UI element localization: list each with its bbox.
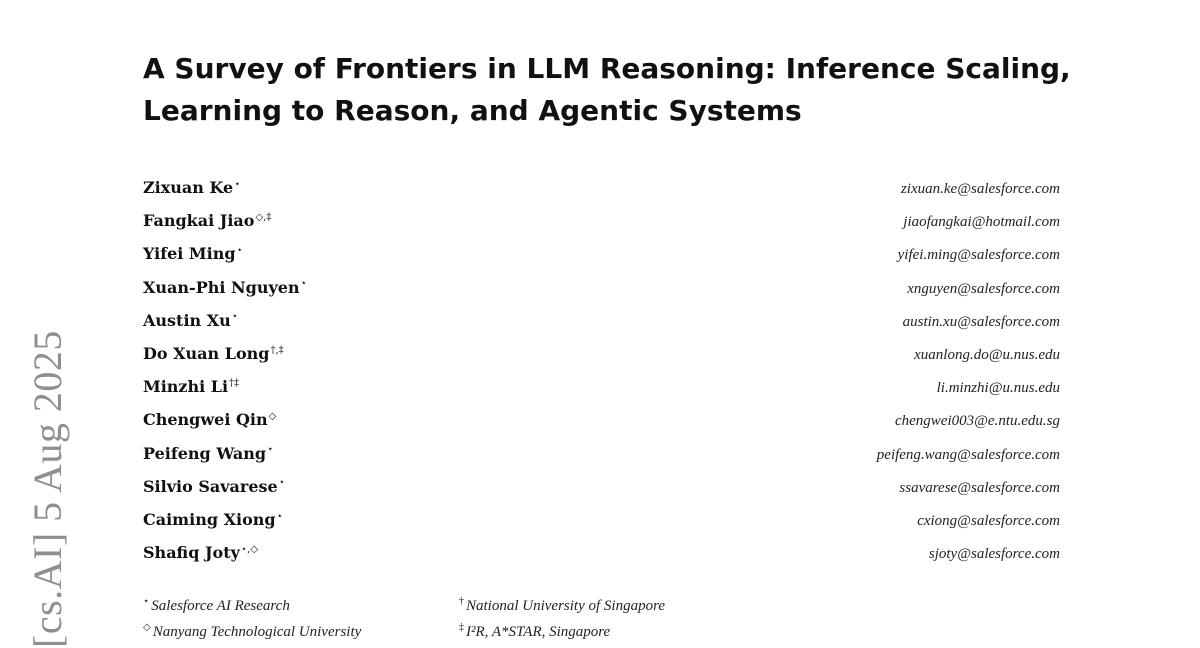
author-row: [143, 477, 1060, 510]
author-row: [143, 278, 1060, 311]
author-name: Silvio Savarese⋆: [143, 476, 285, 496]
author-row: [143, 444, 1060, 477]
affiliation-marks: ⋆,◇: [240, 543, 259, 555]
author-list: [143, 178, 1060, 576]
author-name: Yifei Ming⋆: [143, 244, 243, 264]
author-name: Chengwei Qin◇: [143, 410, 277, 430]
affiliations-left-column: [143, 591, 361, 643]
author-email: jiaofangkai@hotmail.com: [903, 214, 1060, 231]
author-row: [143, 510, 1060, 543]
author-row: [143, 211, 1060, 244]
author-name: Xuan-Phi Nguyen⋆: [143, 277, 307, 297]
author-email: zixuan.ke@salesforce.com: [900, 181, 1060, 197]
affiliation-marks: ⋆: [236, 245, 243, 257]
author-email: peifeng.wang@salesforce.com: [876, 446, 1060, 463]
author-row: [143, 410, 1060, 443]
author-row: [143, 344, 1060, 377]
affiliation-marks: †‡: [229, 377, 240, 389]
author-name: Austin Xu⋆: [143, 310, 239, 330]
affiliations-right-column: [459, 591, 665, 643]
author-email: xnguyen@salesforce.com: [907, 280, 1060, 297]
author-name: Do Xuan Long†,‡: [143, 343, 284, 363]
affiliation-marks: ⋆: [276, 510, 283, 522]
author-row: [143, 244, 1060, 277]
author-name: Fangkai Jiao◇,‡: [143, 211, 272, 231]
affiliation-marks: ⋆: [231, 311, 239, 323]
author-email: austin.xu@salesforce.com: [902, 313, 1060, 330]
affiliation: ‡ I²R, A*STAR, Singapore: [459, 622, 611, 640]
author-name: Minzhi Li†‡: [143, 377, 240, 397]
author-email: chengwei003@e.ntu.edu.sg: [894, 413, 1060, 430]
affiliation-marks: †,‡: [270, 344, 284, 356]
affiliation-marks: ◇: [268, 410, 277, 422]
author-name: Caiming Xiong⋆: [143, 509, 283, 529]
arxiv-side-stamp: [cs.AI] 5 Aug 2025: [25, 330, 70, 648]
affiliation: ◇ Nanyang Technological University: [143, 622, 362, 640]
affiliation-marks: ⋆: [300, 278, 307, 290]
affiliation-marks: ⋆: [234, 178, 241, 190]
author-email: li.minzhi@u.nus.edu: [936, 380, 1060, 397]
author-email: xuanlong.do@u.nus.edu: [914, 346, 1060, 363]
affiliation-marks: ⋆: [278, 477, 285, 489]
affiliation-marks: ◇,‡: [255, 211, 272, 223]
author-name: Shafiq Joty⋆,◇: [143, 543, 259, 563]
author-name: Peifeng Wang⋆: [143, 443, 274, 463]
author-email: cxiong@salesforce.com: [917, 512, 1060, 529]
author-email: yifei.ming@salesforce.com: [897, 247, 1060, 264]
author-row: [143, 543, 1060, 576]
affiliation: ⋆ Salesforce AI Research: [143, 596, 290, 614]
paper-title: A Survey of Frontiers in LLM Reasoning: Inference Scaling, Learning to Reason, and Agentic Systems: [143, 52, 1071, 127]
author-row: [143, 311, 1060, 344]
affiliation: † National University of Singapore: [459, 596, 666, 614]
author-row: [143, 178, 1060, 211]
author-email: sjoty@salesforce.com: [928, 546, 1060, 563]
author-row: [143, 377, 1060, 410]
affiliation-marks: ⋆: [267, 444, 274, 456]
author-email: ssavarese@salesforce.com: [899, 479, 1060, 496]
author-name: Zixuan Ke⋆: [143, 178, 241, 197]
